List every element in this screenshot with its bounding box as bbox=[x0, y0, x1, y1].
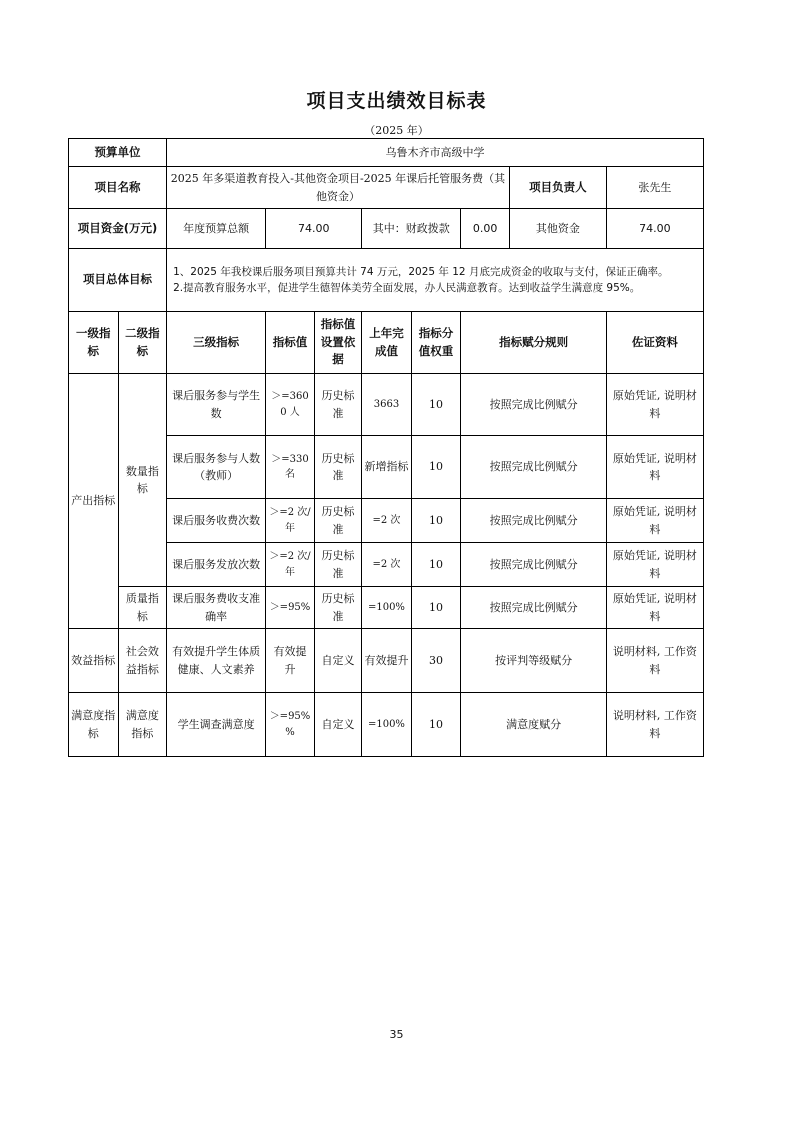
page-title: 项目支出绩效目标表 bbox=[306, 90, 487, 112]
indicator-weight: 30 bbox=[411, 629, 461, 693]
indicator-evidence: 说明材料, 工作资料 bbox=[606, 629, 703, 693]
indicator-weight: 10 bbox=[411, 436, 461, 499]
fiscal-allocation-label: 其中：财政拨款 bbox=[362, 209, 461, 249]
indicator-rule: 按照完成比例赋分 bbox=[461, 587, 607, 629]
indicator-weight: 10 bbox=[411, 587, 461, 629]
annual-budget-label: 年度预算总额 bbox=[167, 209, 266, 249]
indicator-last: 3663 bbox=[362, 374, 412, 436]
indicator-rule: 按照完成比例赋分 bbox=[461, 436, 607, 499]
project-leader-value: 张先生 bbox=[606, 167, 703, 209]
indicator-last: =2 次 bbox=[362, 543, 412, 587]
indicator-last: 有效提升 bbox=[362, 629, 412, 693]
budget-unit-label: 预算单位 bbox=[69, 139, 167, 167]
overall-goal-text bbox=[167, 249, 704, 312]
indicator-value: ＞=2 次/年 bbox=[266, 499, 315, 543]
group-satisfaction-sub: 满意度指标 bbox=[118, 693, 167, 757]
indicator-value: ＞=330 名 bbox=[266, 436, 315, 499]
fiscal-allocation-value: 0.00 bbox=[461, 209, 510, 249]
indicator-value: ＞=95%% bbox=[266, 693, 315, 757]
indicator-evidence: 原始凭证, 说明材料 bbox=[606, 374, 703, 436]
group-quantity: 数量指标 bbox=[118, 374, 167, 587]
header-basis: 指标值设置依据 bbox=[314, 312, 361, 374]
indicator-weight: 10 bbox=[411, 693, 461, 757]
indicator-weight: 10 bbox=[411, 374, 461, 436]
indicator-name: 学生调查满意度 bbox=[167, 693, 266, 757]
indicator-last: =100% bbox=[362, 587, 412, 629]
indicator-evidence: 原始凭证, 说明材料 bbox=[606, 436, 703, 499]
table-row bbox=[69, 374, 704, 436]
group-benefit: 效益指标 bbox=[69, 629, 119, 693]
header-weight: 指标分值权重 bbox=[411, 312, 461, 374]
header-value: 指标值 bbox=[266, 312, 315, 374]
budget-unit-value: 乌鲁木齐市高级中学 bbox=[167, 139, 704, 167]
performance-table bbox=[68, 138, 704, 757]
indicator-last: =2 次 bbox=[362, 499, 412, 543]
indicator-rule: 按照完成比例赋分 bbox=[461, 543, 607, 587]
other-funds-label: 其他资金 bbox=[509, 209, 606, 249]
other-funds-value: 74.00 bbox=[606, 209, 703, 249]
indicator-value: ＞=2 次/年 bbox=[266, 543, 315, 587]
annual-budget-value: 74.00 bbox=[266, 209, 362, 249]
table-row bbox=[69, 587, 704, 629]
indicator-last: 新增指标 bbox=[362, 436, 412, 499]
indicator-value: ＞=3600 人 bbox=[266, 374, 315, 436]
indicator-name: 课后服务收费次数 bbox=[167, 499, 266, 543]
indicator-evidence: 说明材料, 工作资料 bbox=[606, 693, 703, 757]
indicator-basis: 历史标准 bbox=[314, 499, 361, 543]
header-level1: 一级指标 bbox=[69, 312, 119, 374]
indicator-evidence: 原始凭证, 说明材料 bbox=[606, 499, 703, 543]
header-rule: 指标赋分规则 bbox=[461, 312, 607, 374]
indicator-name: 课后服务参与学生数 bbox=[167, 374, 266, 436]
indicator-rule: 满意度赋分 bbox=[461, 693, 607, 757]
indicator-rule: 按照完成比例赋分 bbox=[461, 374, 607, 436]
indicator-name: 课后服务费收支准确率 bbox=[167, 587, 266, 629]
indicator-value: ＞=95% bbox=[266, 587, 315, 629]
project-funds-label: 项目资金(万元) bbox=[69, 209, 167, 249]
indicator-weight: 10 bbox=[411, 543, 461, 587]
indicator-basis: 历史标准 bbox=[314, 374, 361, 436]
header-last-year: 上年完成值 bbox=[362, 312, 412, 374]
project-leader-label: 项目负责人 bbox=[509, 167, 606, 209]
group-social: 社会效益指标 bbox=[118, 629, 167, 693]
overall-goal-line-1: 1、2025 年我校课后服务项目预算共计 74 万元，2025 年 12 月底完成资金的收取与支付，保证正确率。 bbox=[173, 265, 669, 278]
header-level3: 三级指标 bbox=[167, 312, 266, 374]
table-row bbox=[69, 629, 704, 693]
group-quality: 质量指标 bbox=[118, 587, 167, 629]
group-satisfaction: 满意度指标 bbox=[69, 693, 119, 757]
indicator-basis: 自定义 bbox=[314, 693, 361, 757]
indicator-evidence: 原始凭证, 说明材料 bbox=[606, 587, 703, 629]
page-number: 35 bbox=[389, 1028, 404, 1041]
overall-goal-label: 项目总体目标 bbox=[69, 249, 167, 312]
indicator-name: 有效提升学生体质健康、人文素养 bbox=[167, 629, 266, 693]
year-label: （2025 年） bbox=[364, 124, 429, 137]
indicator-basis: 历史标准 bbox=[314, 543, 361, 587]
indicator-weight: 10 bbox=[411, 499, 461, 543]
indicator-name: 课后服务参与人数（教师） bbox=[167, 436, 266, 499]
project-name-value: 2025 年多渠道教育投入-其他资金项目-2025 年课后托管服务费（其他资金） bbox=[167, 167, 510, 209]
overall-goal-line-2: 2.提高教育服务水平，促进学生德智体美劳全面发展，办人民满意教育。达到收益学生满意度 95%。 bbox=[173, 282, 641, 294]
group-output: 产出指标 bbox=[69, 374, 119, 629]
indicator-rule: 按照完成比例赋分 bbox=[461, 499, 607, 543]
table-row bbox=[69, 693, 704, 757]
header-evidence: 佐证资料 bbox=[606, 312, 703, 374]
indicator-basis: 历史标准 bbox=[314, 436, 361, 499]
indicator-rule: 按评判等级赋分 bbox=[461, 629, 607, 693]
indicator-evidence: 原始凭证, 说明材料 bbox=[606, 543, 703, 587]
indicator-name: 课后服务发放次数 bbox=[167, 543, 266, 587]
indicator-basis: 自定义 bbox=[314, 629, 361, 693]
project-name-label: 项目名称 bbox=[69, 167, 167, 209]
indicator-last: =100% bbox=[362, 693, 412, 757]
indicator-basis: 历史标准 bbox=[314, 587, 361, 629]
indicator-value: 有效提升 bbox=[266, 629, 315, 693]
header-level2: 二级指标 bbox=[118, 312, 167, 374]
